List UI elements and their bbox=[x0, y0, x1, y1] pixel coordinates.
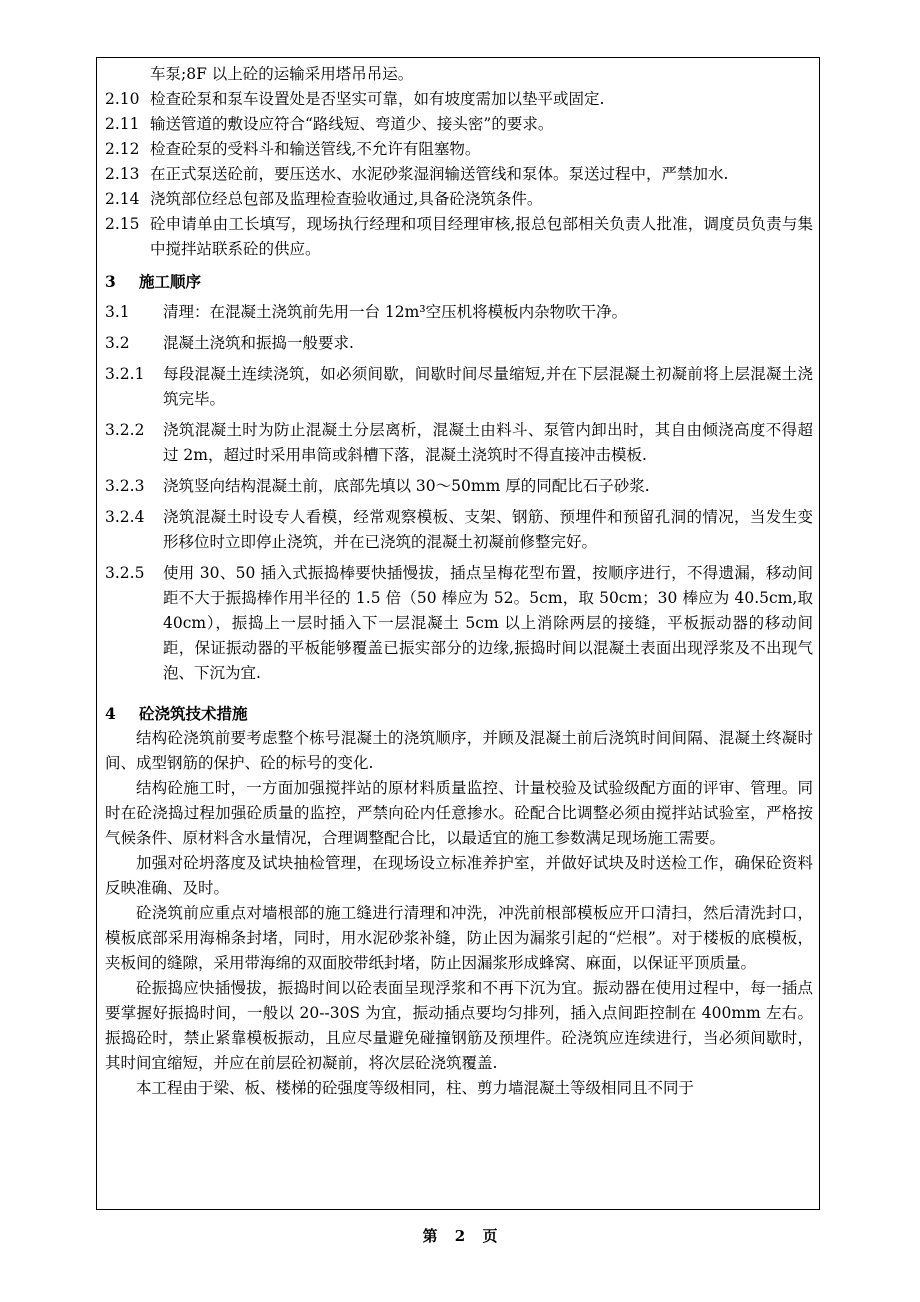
item-text: 在正式泵送砼前，要压送水、水泥砂浆湿润输送管线和泵体。泵送过程中，严禁加水. bbox=[150, 165, 729, 183]
item-text: 浇筑竖向结构混凝土前，底部先填以 30～50mm 厚的同配比石子砂浆. bbox=[163, 477, 650, 495]
list-item bbox=[105, 561, 813, 686]
list-item bbox=[105, 505, 813, 555]
footer-prefix: 第 bbox=[422, 1227, 438, 1245]
list-item bbox=[105, 300, 813, 325]
section-3-heading bbox=[105, 269, 813, 294]
section-4-title: 砼浇筑技术措施 bbox=[139, 704, 248, 723]
item-number: 3.2.3 bbox=[105, 477, 145, 495]
list-item bbox=[105, 362, 813, 412]
item-number: 3.2.4 bbox=[105, 508, 145, 526]
section-2-list bbox=[105, 87, 813, 262]
page-footer bbox=[0, 1225, 920, 1246]
item-number: 2.11 bbox=[105, 115, 140, 133]
item-number: 3.2.2 bbox=[105, 421, 145, 439]
item-number: 2.15 bbox=[105, 215, 140, 233]
document-frame bbox=[96, 57, 820, 1210]
continued-line: 车泵;8F 以上砼的运输采用塔吊吊运。 bbox=[150, 65, 414, 83]
list-item bbox=[105, 112, 813, 137]
item-number: 2.13 bbox=[105, 165, 140, 183]
item-text: 浇筑混凝土时设专人看模，经常观察模板、支架、钢筋、预埋件和预留孔洞的情况，当发生变形移位时立即停止浇筑，并在已浇筑的混凝土初凝前修整完好。 bbox=[163, 508, 813, 551]
item-number: 2.10 bbox=[105, 90, 140, 108]
item-text: 清理：在混凝土浇筑前先用一台 12m³空压机将模板内杂物吹干净。 bbox=[163, 303, 628, 321]
list-item bbox=[105, 331, 813, 356]
list-item bbox=[105, 212, 813, 262]
paragraph: 本工程由于梁、板、楼梯的砼强度等级相同，柱、剪力墙混凝土等级相同且不同于 bbox=[136, 1079, 695, 1097]
paragraph: 结构砼浇筑前要考虑整个栋号混凝土的浇筑顺序，并顾及混凝土前后浇筑时间间隔、混凝土终凝时间、成型钢筋的保护、砼的标号的变化. bbox=[105, 729, 813, 772]
footer-suffix: 页 bbox=[482, 1227, 498, 1245]
item-number: 2.12 bbox=[105, 140, 140, 158]
item-number: 3.2.5 bbox=[105, 564, 145, 582]
item-text: 每段混凝土连续浇筑，如必须间歇，间歇时间尽量缩短,并在下层混凝土初凝前将上层混凝土浇筑完毕。 bbox=[163, 365, 813, 408]
paragraph: 加强对砼坍落度及试块抽检管理，在现场设立标准养护室，并做好试块及时送检工作，确保砼资料反映准确、及时。 bbox=[105, 854, 813, 897]
list-item bbox=[105, 187, 813, 212]
item-text: 浇筑混凝土时为防止混凝土分层离析，混凝土由料斗、泵管内卸出时，其自由倾浇高度不得超过 2m，超过时采用串筒或斜槽下落，混凝土浇筑时不得直接冲击模板. bbox=[163, 421, 813, 464]
item-number: 2.14 bbox=[105, 190, 140, 208]
paragraph: 结构砼施工时，一方面加强搅拌站的原材料质量监控、计量校验及试验级配方面的评审、管理。同时在砼浇捣过程加强砼质量的监控，严禁向砼内任意掺水。砼配合比调整必须由搅拌站试验室，严格按气候条件、原材料含水量情况，合理调整配合比，以最适宜的施工参数满足现场施工需要。 bbox=[105, 779, 813, 847]
section-3-list bbox=[105, 300, 813, 686]
section-4-heading bbox=[105, 701, 813, 726]
page-number: 2 bbox=[454, 1227, 466, 1245]
item-number: 3.2.1 bbox=[105, 365, 145, 383]
item-text: 混凝土浇筑和振捣一般要求. bbox=[163, 334, 354, 352]
item-number: 3.2 bbox=[105, 334, 130, 352]
item-text: 检查砼泵的受料斗和输送管线,不允许有阻塞物。 bbox=[150, 140, 481, 158]
item-text: 使用 30、50 插入式振捣棒要快插慢拔，插点呈梅花型布置，按顺序进行，不得遗漏，移动间距不大于振捣棒作用半径的 1.5 倍（50 棒应为 52。5cm，取 50cm；30 棒应为 40.5cm,取 40cm），振捣上一层时插入下一层混凝土 5cm 以上消除两层的接缝，平板振动器的移动间距，保证振动器的平板能够覆盖已振实部分的边缘,振捣时间以混凝土表面出现浮浆及不出现气泡、下沉为宜. bbox=[163, 564, 813, 682]
list-item bbox=[105, 418, 813, 468]
paragraph: 砼浇筑前应重点对墙根部的施工缝进行清理和冲洗，冲洗前根部模板应开口清扫，然后清洗封口，模板底部采用海棉条封堵，同时，用水泥砂浆补缝，防止因为漏浆引起的“烂根”。对于楼板的底模板，夹板间的缝隙，采用带海绵的双面胶带纸封堵，防止因漏浆形成蜂窝、麻面，以保证平顶质量。 bbox=[105, 904, 813, 972]
list-item bbox=[105, 87, 813, 112]
item-text: 砼申请单由工长填写，现场执行经理和项目经理审核,报总包部相关负责人批准，调度员负责与集中搅拌站联系砼的供应。 bbox=[150, 215, 813, 258]
section-3-title: 施工顺序 bbox=[139, 272, 202, 291]
item-text: 输送管道的敷设应符合“路线短、弯道少、接头密”的要求。 bbox=[150, 115, 554, 133]
list-item bbox=[105, 137, 813, 162]
item-text: 检查砼泵和泵车设置处是否坚实可靠，如有坡度需加以垫平或固定. bbox=[150, 90, 605, 108]
item-text: 浇筑部位经总包部及监理检查验收通过,具备砼浇筑条件。 bbox=[150, 190, 543, 208]
section-4-paragraphs bbox=[105, 726, 813, 1101]
section-4-number: 4 bbox=[105, 704, 116, 723]
section-3-number: 3 bbox=[105, 272, 116, 291]
item-number: 3.1 bbox=[105, 303, 130, 321]
document-content bbox=[105, 62, 813, 1101]
paragraph: 砼振捣应快插慢拔，振捣时间以砼表面呈现浮浆和不再下沉为宜。振动器在使用过程中，每一插点要掌握好振捣时间，一般以 20--30S 为宜，振动插点要均匀排列，插入点间距控制在 400mm 左右。振捣砼时，禁止紧靠模板振动，且应尽量避免碰撞钢筋及预埋件。砼浇筑应连续进行，当必须间歇时，其时间宜缩短，并应在前层砼初凝前，将次层砼浇筑覆盖. bbox=[105, 979, 813, 1072]
list-item bbox=[105, 474, 813, 499]
list-item bbox=[105, 162, 813, 187]
